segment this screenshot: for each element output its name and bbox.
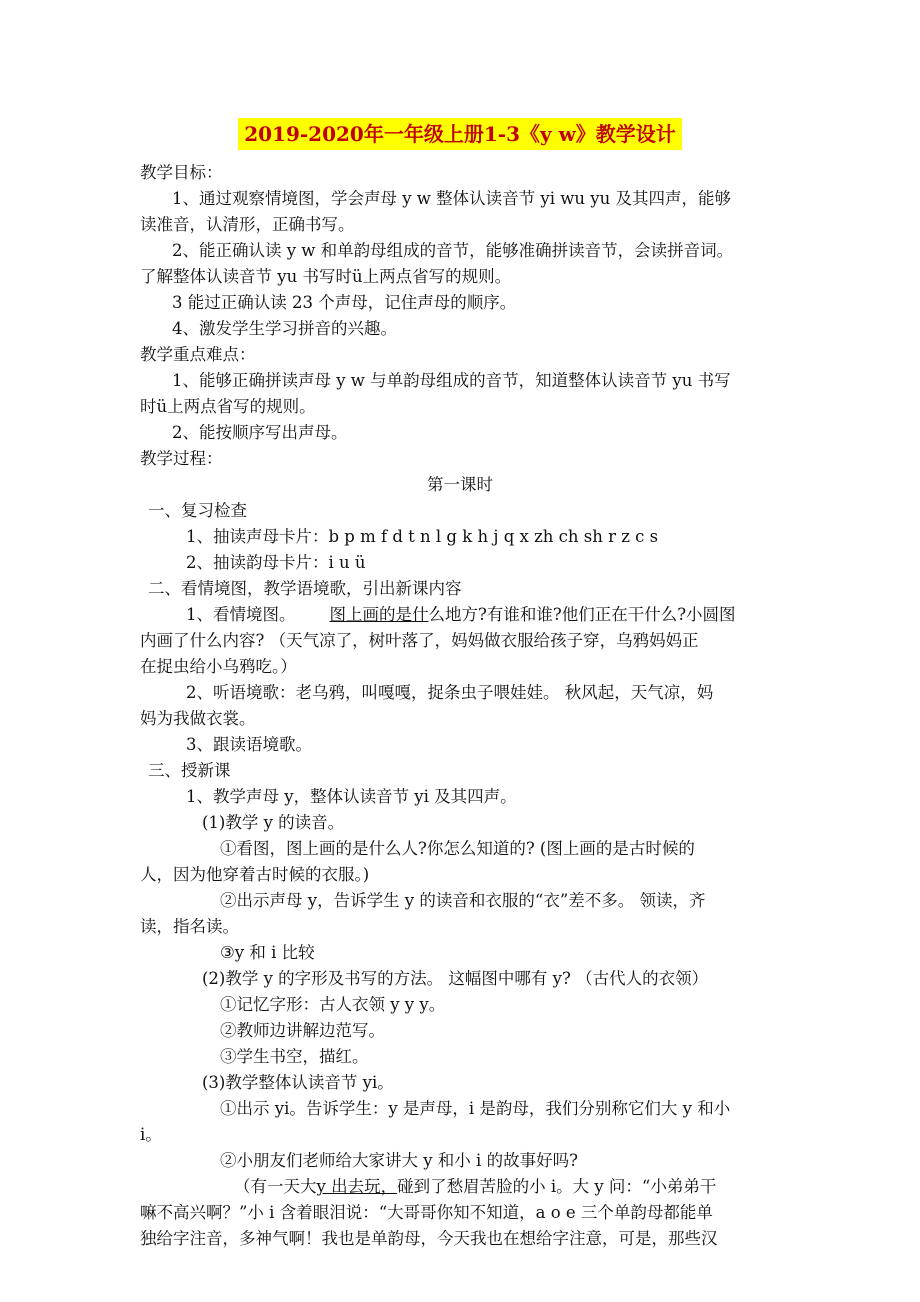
text-line: 3、跟读语境歌。	[186, 735, 312, 754]
text-line: 人，因为他穿着古时候的衣服。)	[140, 865, 370, 884]
text-line: 2、抽读韵母卡片：i u ü	[186, 553, 366, 572]
text-line: ②小朋友们老师给大家讲大 y 和小 i 的故事好吗?	[220, 1151, 578, 1170]
text-line: 内画了什么内容? （天气凉了，树叶落了，妈妈做衣服给孩子穿，乌鸦妈妈正	[140, 631, 699, 650]
text-line: 读，指名读。	[140, 917, 239, 936]
text-line: ③y 和 i 比较	[220, 943, 315, 962]
text-line: ①记忆字形：古人衣领 y y y。	[220, 995, 446, 1014]
text-span: 么地方?有谁和谁?他们正在干什么?小圆图	[428, 605, 736, 624]
text-line: 独给字注音，多神气啊！我也是单韵母，今天我也在想给字注意，可是，那些汉	[140, 1229, 718, 1248]
text-line: i。	[140, 1125, 162, 1144]
text-line: 时ü上两点省写的规则。	[140, 397, 316, 416]
text-line: 4、激发学生学习拼音的兴趣。	[172, 319, 397, 338]
text-line: 1、通过观察情境图，学会声母 y w 整体认读音节 yi wu yu 及其四声，能够	[172, 189, 731, 208]
text-line: (1)教学 y 的读音。	[202, 813, 345, 832]
text-span: 碰到了愁眉苦脸的小 i。大 y 问：“小弟弟干	[397, 1177, 717, 1196]
text-span: （有一天大	[234, 1177, 317, 1196]
text-line: 3 能过正确认读 23 个声母，记住声母的顺序。	[172, 293, 517, 312]
text-line: 了解整体认读音节 yu 书写时ü上两点省写的规则。	[140, 267, 512, 286]
underlined-text: 图上画的是什	[329, 605, 429, 624]
text-line	[234, 1174, 716, 1200]
underlined-text: y 出去玩，	[316, 1177, 398, 1196]
text-line: ①看图，图上画的是什么人?你怎么知道的? (图上画的是古时候的	[220, 839, 695, 858]
text-line: 1、抽读声母卡片：b p m f d t n l g k h j q x zh ch sh r z c s	[186, 527, 659, 546]
text-line: 嘛不高兴啊？”小 i 含着眼泪说：“大哥哥你知不知道，a o e 三个单韵母都能单	[140, 1203, 713, 1222]
text-span: 1、看情境图。	[186, 605, 296, 624]
text-line: 教学重点难点：	[140, 345, 256, 364]
text-line: 二、看情境图，教学语境歌，引出新课内容	[148, 579, 462, 598]
text-line: 教学目标：	[140, 163, 223, 182]
document-title: 2019-2020年一年级上册1-3《y w》教学设计	[238, 118, 682, 150]
text-line: 一、复习检查	[148, 501, 247, 520]
text-line: 1、能够正确拼读声母 y w 与单韵母组成的音节，知道整体认读音节 yu 书写	[172, 371, 731, 390]
text-line: 在捉虫给小乌鸦吃。）	[140, 657, 297, 676]
text-line	[186, 602, 736, 628]
text-line: (3)教学整体认读音节 yi。	[202, 1073, 394, 1092]
text-line: ②教师边讲解边范写。	[220, 1021, 385, 1040]
text-line: ②出示声母 y，告诉学生 y 的读音和衣服的“衣”差不多。 领读，齐	[220, 891, 706, 910]
text-line: 2、能按顺序写出声母。	[172, 423, 348, 442]
text-line: 妈为我做衣裳。	[140, 709, 256, 728]
text-line: 三、授新课	[148, 761, 231, 780]
text-line: 读准音，认清形，正确书写。	[140, 215, 355, 234]
text-line: 2、听语境歌：老乌鸦，叫嘎嘎，捉条虫子喂娃娃。 秋风起，天气凉，妈	[186, 683, 714, 702]
title-row	[0, 118, 920, 150]
text-line: 教学过程：	[140, 449, 223, 468]
text-line: ①出示 yi。告诉学生：y 是声母，i 是韵母，我们分别称它们大 y 和小	[220, 1099, 731, 1118]
text-line: ③学生书空，描红。	[220, 1047, 369, 1066]
text-line: (2)教学 y 的字形及书写的方法。 这幅图中哪有 y? （古代人的衣领）	[202, 969, 709, 988]
text-line: 1、教学声母 y，整体认读音节 yi 及其四声。	[186, 787, 517, 806]
lesson-heading: 第一课时	[427, 475, 493, 494]
text-line: 2、能正确认读 y w 和单韵母组成的音节，能够准确拼读音节，会读拼音词。	[172, 241, 734, 260]
